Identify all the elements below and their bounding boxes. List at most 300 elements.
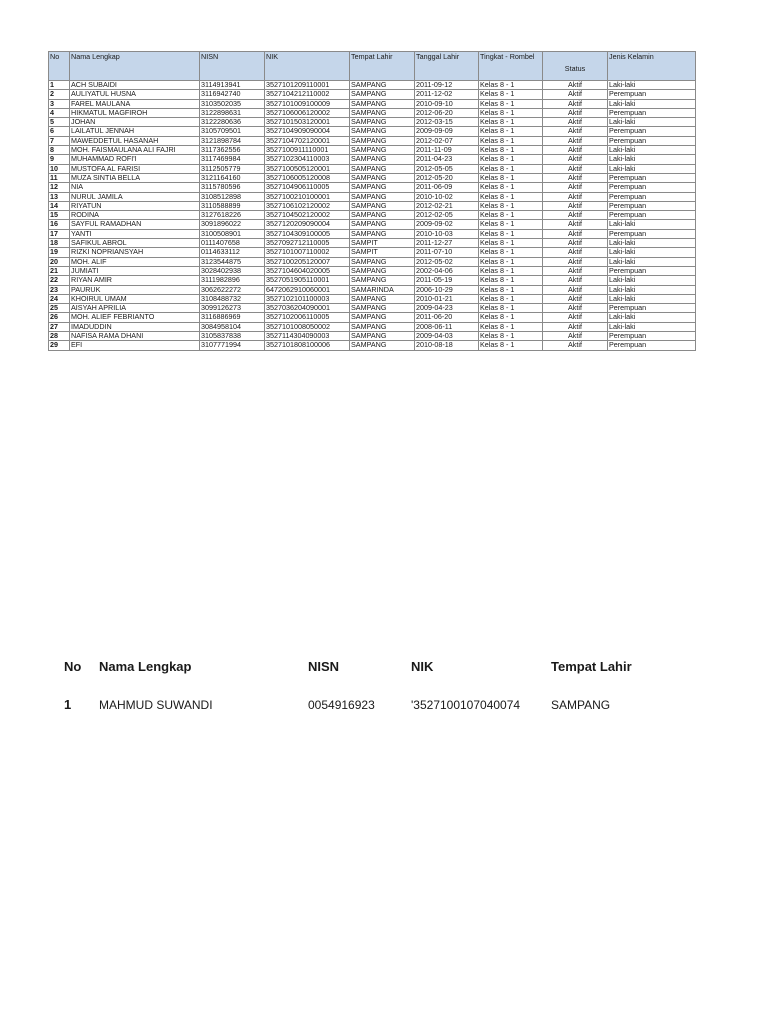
cell-tingkat-rombel: Kelas 8 - 1 — [479, 155, 543, 164]
cell-tingkat-rombel: Kelas 8 - 1 — [479, 332, 543, 341]
cell-no: 5 — [49, 118, 70, 127]
cell-nama: SAFIKUL ABROL — [70, 239, 200, 248]
cell-nisn: 3099126273 — [200, 304, 265, 313]
cell-no: 26 — [49, 313, 70, 322]
cell-tempat-lahir: SAMPANG — [350, 81, 415, 90]
header-tingkat-rombel: Tingkat - Rombel — [479, 52, 543, 81]
cell-nik: 3527101503120001 — [265, 118, 350, 127]
cell-jenis-kelamin: Laki-laki — [608, 322, 696, 331]
cell-nama: JUMIATI — [70, 266, 200, 275]
table-row — [49, 90, 696, 99]
cell-nik: 3527106102120002 — [265, 201, 350, 210]
cell-status: Aktif — [543, 108, 608, 117]
cell-tempat-lahir: SAMPANG — [350, 99, 415, 108]
table-row — [49, 183, 696, 192]
cell-status: Aktif — [543, 257, 608, 266]
cell-tanggal-lahir: 2006-10-29 — [415, 285, 479, 294]
cell-jenis-kelamin: Laki-laki — [608, 294, 696, 303]
cell-jenis-kelamin: Laki-laki — [608, 99, 696, 108]
cell-nik: 3527104702120001 — [265, 136, 350, 145]
cell-nama: RIZKI NOPRIANSYAH — [70, 248, 200, 257]
table-row — [49, 313, 696, 322]
table-body — [49, 81, 696, 351]
cell-tanggal-lahir: 2011-05-19 — [415, 276, 479, 285]
cell-jenis-kelamin: Perempuan — [608, 127, 696, 136]
table-row — [49, 192, 696, 201]
cell-status: Aktif — [543, 183, 608, 192]
cell-nik: 3527104502120002 — [265, 211, 350, 220]
cell-tempat-lahir: SAMPANG — [350, 155, 415, 164]
cell-nama: EFI — [70, 341, 200, 350]
cell-tingkat-rombel: Kelas 8 - 1 — [479, 146, 543, 155]
cell-status: Aktif — [543, 248, 608, 257]
cell-nik: 3527104909090004 — [265, 127, 350, 136]
cell-nama: MOH. FAISMAULANA ALI FAJRI — [70, 146, 200, 155]
cell-tanggal-lahir: 2012-05-20 — [415, 173, 479, 182]
cell-jenis-kelamin: Laki-laki — [608, 164, 696, 173]
cell-tanggal-lahir: 2010-09-10 — [415, 99, 479, 108]
cell-tingkat-rombel: Kelas 8 - 1 — [479, 118, 543, 127]
bottom-header-nik: NIK — [411, 659, 434, 674]
bottom-row-nisn: 0054916923 — [308, 698, 375, 712]
cell-tempat-lahir: SAMPANG — [350, 164, 415, 173]
table-row — [49, 341, 696, 350]
cell-jenis-kelamin: Perempuan — [608, 201, 696, 210]
cell-tanggal-lahir: 2012-02-21 — [415, 201, 479, 210]
cell-jenis-kelamin: Perempuan — [608, 304, 696, 313]
table-row — [49, 99, 696, 108]
cell-jenis-kelamin: Perempuan — [608, 192, 696, 201]
cell-tanggal-lahir: 2012-06-20 — [415, 108, 479, 117]
cell-nisn: 3100508901 — [200, 229, 265, 238]
cell-tempat-lahir: SAMPANG — [350, 294, 415, 303]
cell-status: Aktif — [543, 304, 608, 313]
cell-nik: 3527051905110001 — [265, 276, 350, 285]
cell-status: Aktif — [543, 127, 608, 136]
cell-nama: PAURUK — [70, 285, 200, 294]
cell-nama: NIA — [70, 183, 200, 192]
cell-no: 14 — [49, 201, 70, 210]
cell-nisn: 3091896022 — [200, 220, 265, 229]
cell-status: Aktif — [543, 322, 608, 331]
table-row — [49, 127, 696, 136]
cell-nisn: 3110588899 — [200, 201, 265, 210]
cell-no: 21 — [49, 266, 70, 275]
table-row — [49, 239, 696, 248]
cell-status: Aktif — [543, 146, 608, 155]
cell-nik: 3527100505120001 — [265, 164, 350, 173]
cell-nama: FAREL MAULANA — [70, 99, 200, 108]
cell-no: 9 — [49, 155, 70, 164]
table-row — [49, 136, 696, 145]
cell-no: 7 — [49, 136, 70, 145]
cell-no: 17 — [49, 229, 70, 238]
cell-tempat-lahir: SAMPANG — [350, 313, 415, 322]
cell-tingkat-rombel: Kelas 8 - 1 — [479, 127, 543, 136]
table-row — [49, 248, 696, 257]
cell-nama: AISYAH APRILIA — [70, 304, 200, 313]
cell-tempat-lahir: SAMPANG — [350, 322, 415, 331]
cell-tempat-lahir: SAMPANG — [350, 332, 415, 341]
cell-status: Aktif — [543, 118, 608, 127]
cell-jenis-kelamin: Perempuan — [608, 266, 696, 275]
header-no: No — [49, 52, 70, 81]
cell-tempat-lahir: SAMARINDA — [350, 285, 415, 294]
cell-jenis-kelamin: Perempuan — [608, 229, 696, 238]
cell-nik: 3527100911110001 — [265, 146, 350, 155]
table-row — [49, 81, 696, 90]
cell-tempat-lahir: SAMPANG — [350, 201, 415, 210]
cell-nama: MUSTOFA AL FARISI — [70, 164, 200, 173]
cell-tingkat-rombel: Kelas 8 - 1 — [479, 136, 543, 145]
cell-no: 24 — [49, 294, 70, 303]
cell-jenis-kelamin: Laki-laki — [608, 239, 696, 248]
cell-status: Aktif — [543, 285, 608, 294]
cell-nik: 3527120209090004 — [265, 220, 350, 229]
cell-tingkat-rombel: Kelas 8 - 1 — [479, 211, 543, 220]
cell-nik: 3527104309100005 — [265, 229, 350, 238]
cell-nik: 3527102006110005 — [265, 313, 350, 322]
cell-nik: 3527102304110003 — [265, 155, 350, 164]
cell-nama: AULIYATUL HUSNA — [70, 90, 200, 99]
cell-nisn: 3105709501 — [200, 127, 265, 136]
cell-tingkat-rombel: Kelas 8 - 1 — [479, 239, 543, 248]
cell-nama: JOHAN — [70, 118, 200, 127]
cell-no: 11 — [49, 173, 70, 182]
cell-status: Aktif — [543, 341, 608, 350]
cell-nisn: 3127618226 — [200, 211, 265, 220]
cell-nisn: 3121898784 — [200, 136, 265, 145]
student-table — [48, 51, 696, 351]
bottom-header-no: No — [64, 659, 82, 674]
cell-no: 22 — [49, 276, 70, 285]
cell-status: Aktif — [543, 99, 608, 108]
cell-nik: 3527101808100006 — [265, 341, 350, 350]
cell-tempat-lahir: SAMPANG — [350, 146, 415, 155]
cell-nama: RODINA — [70, 211, 200, 220]
cell-tanggal-lahir: 2012-03-15 — [415, 118, 479, 127]
cell-jenis-kelamin: Laki-laki — [608, 81, 696, 90]
cell-tingkat-rombel: Kelas 8 - 1 — [479, 229, 543, 238]
cell-no: 15 — [49, 211, 70, 220]
cell-jenis-kelamin: Perempuan — [608, 211, 696, 220]
cell-tempat-lahir: SAMPANG — [350, 118, 415, 127]
cell-nik: 3527114304090003 — [265, 332, 350, 341]
table-row — [49, 211, 696, 220]
header-tempat-lahir: Tempat Lahir — [350, 52, 415, 81]
cell-tanggal-lahir: 2012-05-05 — [415, 164, 479, 173]
cell-nama: NAFISA RAMA DHANI — [70, 332, 200, 341]
cell-nama: MOH. ALIEF FEBRIANTO — [70, 313, 200, 322]
cell-tingkat-rombel: Kelas 8 - 1 — [479, 173, 543, 182]
cell-tempat-lahir: SAMPANG — [350, 183, 415, 192]
cell-nisn: 3084958104 — [200, 322, 265, 331]
cell-tingkat-rombel: Kelas 8 - 1 — [479, 266, 543, 275]
cell-nisn: 3108488732 — [200, 294, 265, 303]
table-row — [49, 146, 696, 155]
cell-status: Aktif — [543, 276, 608, 285]
table-row — [49, 294, 696, 303]
cell-tanggal-lahir: 2009-09-09 — [415, 127, 479, 136]
cell-tempat-lahir: SAMPANG — [350, 229, 415, 238]
cell-tanggal-lahir: 2012-02-07 — [415, 136, 479, 145]
cell-status: Aktif — [543, 192, 608, 201]
cell-nik: 3527106006120002 — [265, 108, 350, 117]
cell-nama: KHOIRUL UMAM — [70, 294, 200, 303]
cell-tingkat-rombel: Kelas 8 - 1 — [479, 201, 543, 210]
cell-no: 2 — [49, 90, 70, 99]
cell-tempat-lahir: SAMPANG — [350, 127, 415, 136]
cell-nisn: 0111407658 — [200, 239, 265, 248]
cell-nisn: 3103502035 — [200, 99, 265, 108]
cell-tanggal-lahir: 2011-07-10 — [415, 248, 479, 257]
bottom-header-tempat-lahir: Tempat Lahir — [551, 659, 632, 674]
cell-no: 25 — [49, 304, 70, 313]
cell-tanggal-lahir: 2010-10-02 — [415, 192, 479, 201]
cell-nama: RIYATUN — [70, 201, 200, 210]
cell-nik: 3527104212110002 — [265, 90, 350, 99]
cell-nik: 3527106005120008 — [265, 173, 350, 182]
header-nama-lengkap: Nama Lengkap — [70, 52, 200, 81]
cell-no: 18 — [49, 239, 70, 248]
cell-nama: MOH. ALIF — [70, 257, 200, 266]
cell-tingkat-rombel: Kelas 8 - 1 — [479, 220, 543, 229]
cell-nik: 3527104906110005 — [265, 183, 350, 192]
cell-no: 4 — [49, 108, 70, 117]
cell-tingkat-rombel: Kelas 8 - 1 — [479, 313, 543, 322]
cell-status: Aktif — [543, 313, 608, 322]
cell-tingkat-rombel: Kelas 8 - 1 — [479, 257, 543, 266]
cell-nik: 3527101209110001 — [265, 81, 350, 90]
cell-status: Aktif — [543, 266, 608, 275]
cell-jenis-kelamin: Laki-laki — [608, 257, 696, 266]
cell-tempat-lahir: SAMPANG — [350, 173, 415, 182]
bottom-row-no: 1 — [64, 697, 72, 712]
cell-tingkat-rombel: Kelas 8 - 1 — [479, 276, 543, 285]
cell-nik: 3527104604020005 — [265, 266, 350, 275]
table-row — [49, 332, 696, 341]
cell-tanggal-lahir: 2011-06-20 — [415, 313, 479, 322]
cell-nisn: 3062622272 — [200, 285, 265, 294]
cell-tingkat-rombel: Kelas 8 - 1 — [479, 285, 543, 294]
cell-nama: SAYFUL RAMADHAN — [70, 220, 200, 229]
cell-tingkat-rombel: Kelas 8 - 1 — [479, 248, 543, 257]
table-header-row — [49, 52, 696, 81]
cell-tanggal-lahir: 2011-09-12 — [415, 81, 479, 90]
cell-nama: LAILATUL JENNAH — [70, 127, 200, 136]
cell-nama: YANTI — [70, 229, 200, 238]
cell-no: 20 — [49, 257, 70, 266]
cell-tingkat-rombel: Kelas 8 - 1 — [479, 108, 543, 117]
cell-nik: 3527100205120007 — [265, 257, 350, 266]
cell-nama: NURUL JAMILA — [70, 192, 200, 201]
cell-tingkat-rombel: Kelas 8 - 1 — [479, 192, 543, 201]
cell-nik: 3527100210100001 — [265, 192, 350, 201]
cell-status: Aktif — [543, 155, 608, 164]
cell-nisn: 3116942740 — [200, 90, 265, 99]
cell-status: Aktif — [543, 239, 608, 248]
cell-nisn: 3105837838 — [200, 332, 265, 341]
table-row — [49, 173, 696, 182]
cell-tanggal-lahir: 2011-12-02 — [415, 90, 479, 99]
cell-nisn: 3112505779 — [200, 164, 265, 173]
cell-nama: IMADUDDIN — [70, 322, 200, 331]
cell-nama: ACH SUBAIDI — [70, 81, 200, 90]
cell-status: Aktif — [543, 90, 608, 99]
cell-no: 19 — [49, 248, 70, 257]
cell-tempat-lahir: SAMPANG — [350, 266, 415, 275]
cell-tempat-lahir: SAMPIT — [350, 248, 415, 257]
header-status: Status — [543, 52, 608, 81]
cell-tanggal-lahir: 2011-12-27 — [415, 239, 479, 248]
bottom-header-nama-lengkap: Nama Lengkap — [99, 659, 192, 674]
cell-nik: 3527092712110005 — [265, 239, 350, 248]
cell-nisn: 3111982896 — [200, 276, 265, 285]
cell-tanggal-lahir: 2009-09-02 — [415, 220, 479, 229]
table-row — [49, 118, 696, 127]
cell-nik: 3527102101100003 — [265, 294, 350, 303]
bottom-row-tempat-lahir: SAMPANG — [551, 698, 611, 712]
cell-status: Aktif — [543, 164, 608, 173]
cell-jenis-kelamin: Laki-laki — [608, 146, 696, 155]
cell-tingkat-rombel: Kelas 8 - 1 — [479, 81, 543, 90]
cell-tanggal-lahir: 2011-06-09 — [415, 183, 479, 192]
table-row — [49, 322, 696, 331]
cell-jenis-kelamin: Laki-laki — [608, 155, 696, 164]
table-row — [49, 220, 696, 229]
cell-tempat-lahir: SAMPANG — [350, 136, 415, 145]
table-row — [49, 304, 696, 313]
cell-tingkat-rombel: Kelas 8 - 1 — [479, 90, 543, 99]
cell-nama: MAWEDDETUL HASANAH — [70, 136, 200, 145]
cell-nisn: 3122280636 — [200, 118, 265, 127]
bottom-header-nisn: NISN — [308, 659, 340, 674]
cell-nisn: 0114633112 — [200, 248, 265, 257]
cell-nisn: 3117362556 — [200, 146, 265, 155]
cell-nama: MUHAMMAD ROFI'I — [70, 155, 200, 164]
cell-tanggal-lahir: 2011-04-23 — [415, 155, 479, 164]
header-jenis-kelamin: Jenis Kelamin — [608, 52, 696, 81]
cell-tanggal-lahir: 2012-02-05 — [415, 211, 479, 220]
header-tanggal-lahir: Tanggal Lahir — [415, 52, 479, 81]
cell-no: 3 — [49, 99, 70, 108]
cell-nama: MUZA SINTIA BELLA — [70, 173, 200, 182]
cell-jenis-kelamin: Perempuan — [608, 183, 696, 192]
cell-tanggal-lahir: 2010-01-21 — [415, 294, 479, 303]
cell-status: Aktif — [543, 136, 608, 145]
table-row — [49, 201, 696, 210]
cell-nisn: 3108512898 — [200, 192, 265, 201]
cell-nisn: 3028402938 — [200, 266, 265, 275]
cell-nisn: 3121164160 — [200, 173, 265, 182]
table-row — [49, 285, 696, 294]
cell-tingkat-rombel: Kelas 8 - 1 — [479, 183, 543, 192]
cell-nisn: 3122898631 — [200, 108, 265, 117]
cell-tempat-lahir: SAMPANG — [350, 257, 415, 266]
cell-jenis-kelamin: Perempuan — [608, 173, 696, 182]
cell-jenis-kelamin: Laki-laki — [608, 220, 696, 229]
cell-tempat-lahir: SAMPANG — [350, 304, 415, 313]
cell-no: 8 — [49, 146, 70, 155]
cell-jenis-kelamin: Perempuan — [608, 136, 696, 145]
table-row — [49, 257, 696, 266]
cell-no: 28 — [49, 332, 70, 341]
cell-status: Aktif — [543, 81, 608, 90]
cell-tingkat-rombel: Kelas 8 - 1 — [479, 99, 543, 108]
cell-no: 1 — [49, 81, 70, 90]
table-row — [49, 266, 696, 275]
table-row — [49, 164, 696, 173]
cell-nik: 3527101009100009 — [265, 99, 350, 108]
cell-no: 23 — [49, 285, 70, 294]
cell-tanggal-lahir: 2008-06-11 — [415, 322, 479, 331]
cell-tempat-lahir: SAMPANG — [350, 108, 415, 117]
cell-tempat-lahir: SAMPANG — [350, 276, 415, 285]
cell-nisn: 3114913941 — [200, 81, 265, 90]
cell-tingkat-rombel: Kelas 8 - 1 — [479, 294, 543, 303]
cell-no: 12 — [49, 183, 70, 192]
cell-status: Aktif — [543, 332, 608, 341]
cell-jenis-kelamin: Laki-laki — [608, 276, 696, 285]
cell-nisn: 3123544875 — [200, 257, 265, 266]
cell-jenis-kelamin: Perempuan — [608, 90, 696, 99]
cell-nik: 6472062910060001 — [265, 285, 350, 294]
cell-tanggal-lahir: 2009-04-03 — [415, 332, 479, 341]
cell-jenis-kelamin: Perempuan — [608, 332, 696, 341]
cell-jenis-kelamin: Perempuan — [608, 108, 696, 117]
cell-tingkat-rombel: Kelas 8 - 1 — [479, 322, 543, 331]
cell-nik: 3527101007110002 — [265, 248, 350, 257]
bottom-row-nik: '3527100107040074 — [411, 698, 521, 712]
cell-nisn: 3115780596 — [200, 183, 265, 192]
cell-tempat-lahir: SAMPANG — [350, 192, 415, 201]
cell-tempat-lahir: SAMPANG — [350, 341, 415, 350]
cell-status: Aktif — [543, 173, 608, 182]
cell-status: Aktif — [543, 220, 608, 229]
cell-tingkat-rombel: Kelas 8 - 1 — [479, 164, 543, 173]
table-row — [49, 155, 696, 164]
header-nisn: NISN — [200, 52, 265, 81]
bottom-row-nama: MAHMUD SUWANDI — [99, 698, 213, 712]
cell-status: Aktif — [543, 201, 608, 210]
cell-tanggal-lahir: 2011-11-09 — [415, 146, 479, 155]
cell-tempat-lahir: SAMPANG — [350, 90, 415, 99]
table-row — [49, 229, 696, 238]
cell-nik: 3527101008050002 — [265, 322, 350, 331]
cell-nisn: 3107771994 — [200, 341, 265, 350]
cell-status: Aktif — [543, 229, 608, 238]
table-row — [49, 276, 696, 285]
cell-status: Aktif — [543, 294, 608, 303]
cell-tanggal-lahir: 2010-08-18 — [415, 341, 479, 350]
cell-no: 10 — [49, 164, 70, 173]
cell-tempat-lahir: SAMPANG — [350, 220, 415, 229]
cell-tempat-lahir: SAMPANG — [350, 211, 415, 220]
cell-nama: RIYAN AMIR — [70, 276, 200, 285]
cell-nama: HIKMATUL MAGFIROH — [70, 108, 200, 117]
cell-jenis-kelamin: Laki-laki — [608, 248, 696, 257]
cell-tanggal-lahir: 2012-05-02 — [415, 257, 479, 266]
cell-nik: 3527036204090001 — [265, 304, 350, 313]
cell-no: 27 — [49, 322, 70, 331]
cell-tanggal-lahir: 2009-04-23 — [415, 304, 479, 313]
cell-status: Aktif — [543, 211, 608, 220]
cell-tempat-lahir: SAMPIT — [350, 239, 415, 248]
cell-tingkat-rombel: Kelas 8 - 1 — [479, 341, 543, 350]
cell-no: 16 — [49, 220, 70, 229]
cell-no: 6 — [49, 127, 70, 136]
cell-no: 13 — [49, 192, 70, 201]
